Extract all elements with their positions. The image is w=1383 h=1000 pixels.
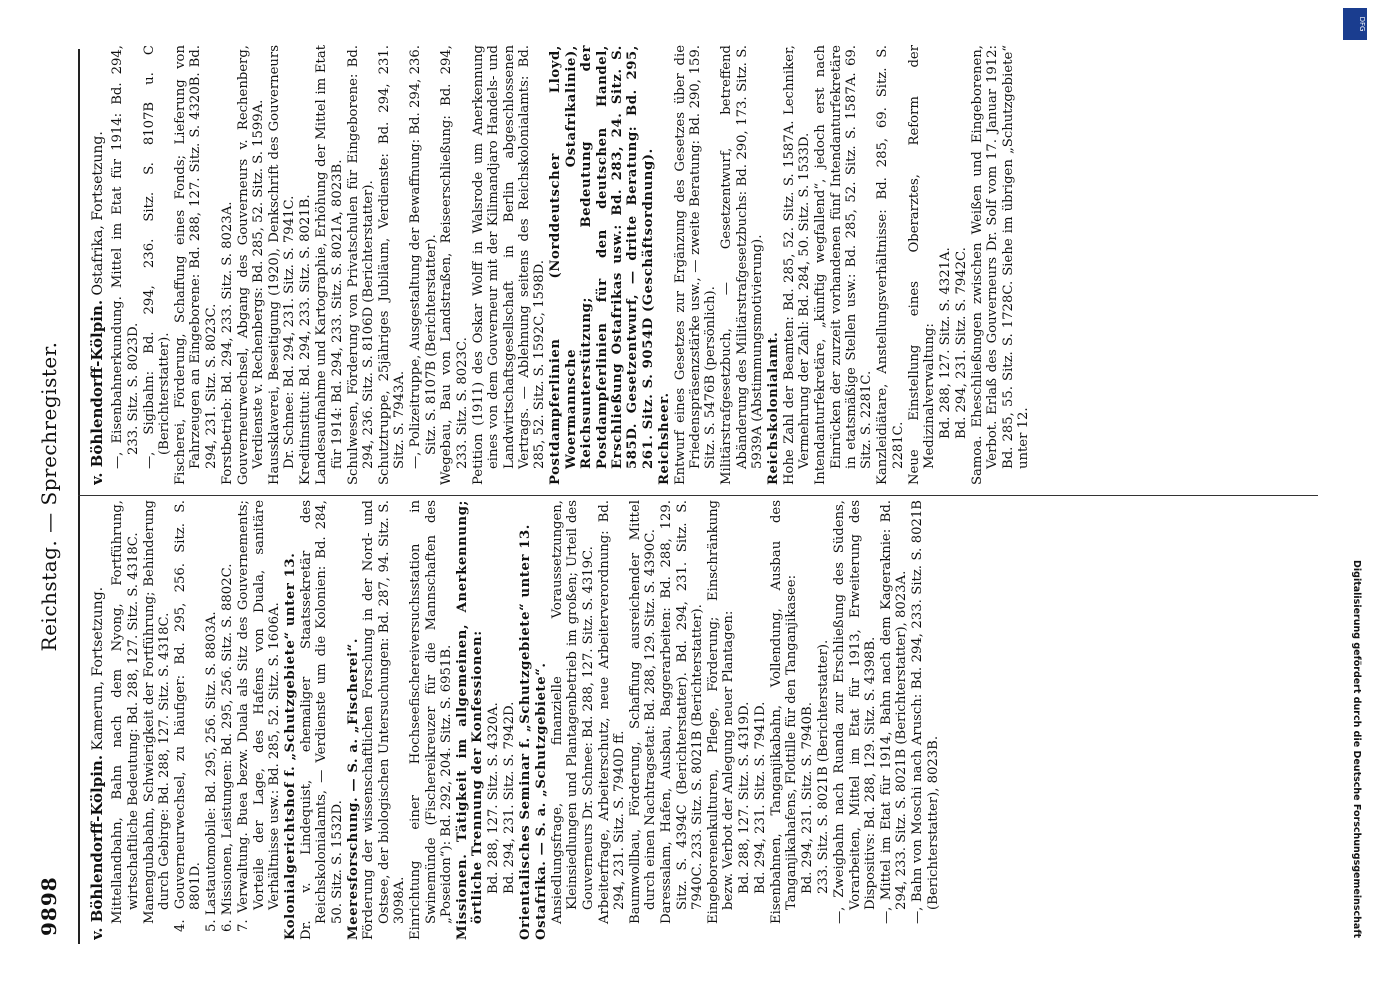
- register-entry: 7. Verwaltung. Buea bezw. Duala als Sitz des Gouvernements; Vorteile der Lage, des Hafens von Duala, sanitäre Verhältnisse usw.: Bd. 285, 52. Sitz. S. 1606A.: [236, 500, 282, 932]
- heading-continuation: Ostafrika, Fortsetzung.: [90, 131, 106, 296]
- column-divider: [78, 495, 1318, 496]
- register-entry: Reichsheer.: [656, 392, 672, 485]
- register-entry: 233. Sitz. S. 8021B (Berichterstatter).: [816, 639, 832, 894]
- register-entry: —, Sigibahn: Bd. 294, 236. Sitz. S. 8107B u. C (Berichterstatter).: [141, 45, 173, 469]
- register-entry: Kanzleidiätare, Anstellungsverhältnisse: Bd. 285, 69. Sitz. S. 2281C.: [875, 45, 906, 485]
- register-entry: Haussklaverei, Beseitigung (1920), Denkschrift des Gouverneurs Dr. Schnee: Bd. 294, 231. Sitz. S. 7941C.: [266, 45, 298, 485]
- right-column: [88, 45, 1318, 485]
- register-entry: Hohe Zahl der Beamten: Bd. 285, 52. Sitz. S. 1587A. Lechniker, Vermehrung der Zahl: Bd. 284, 50. Sitz. S. 1533D.: [781, 45, 813, 485]
- register-entry: Bd. 294, 231. Sitz. S. 7940B.: [800, 702, 816, 894]
- left-entries-list: [110, 500, 941, 940]
- register-entry: Militärstrafgesetzbuch, — Gesetzentwurf, betreffend Abänderung des Militärstrafgesetzbuchs: Bd. 290, 173. Sitz. S. 5939A (Abstimmungsmotivierung).: [719, 45, 766, 485]
- header-rule: [78, 49, 80, 944]
- register-entry: Entwurf eines Gesetzes zur Ergänzung des Gesetzes über die Friedenspräsenzstärke usw., — zweite Beratung: Bd. 290, 159. Sitz. S. 5476B (persönlich).: [672, 45, 719, 485]
- register-entry: Landesaufnahme und Kartographie, Erhöhung der Mittel im Etat für 1914: Bd. 294, 233. Sitz. S. 8021A, 8023B.: [314, 45, 345, 485]
- register-entry: Daressalam, Hafen, Ausbau, Baggerarbeiten: Bd. 288, 129. Sitz. S. 4394C (Berichterstatter). Bd. 294, 231. Sitz. S. 7940C. 233. Sitz. S. 8021B (Berichterstatter).: [659, 500, 705, 924]
- register-entry: —, Polizeitruppe, Ausgestaltung der Bewaffnung: Bd. 294, 236. Sitz. S. 8107B (Berichterstatter).: [408, 45, 439, 469]
- register-entry: Schulwesen, Förderung von Privatschulen für Eingeborene: Bd. 294, 236. Sitz. S. 8106D (Berichterstatter).: [345, 45, 376, 485]
- register-entry: Förderung der wissenschaftlichen Forschung in der Nord- und Ostsee, der biologischen Untersuchungen: Bd. 287, 94. Sitz. S. 3098A.: [361, 500, 408, 940]
- register-entry: Eingeborenenkulturen, Pflege, Förderung; Einschränkung bezw. Verbot der Anlegung neuer Plantagen:: [705, 500, 737, 924]
- register-entry: —, Zweigbahn nach Ruanda zur Erschließung des Südens, Vorarbeiten, Mittel im Etat für 1913, Erweiterung des Dispositivs: Bd. 288, 129. Sitz. S. 4398B.: [832, 500, 878, 924]
- register-entry: Ansiedlungsfrage, finanzielle Voraussetzungen, Kleinsiedlungen und Plantagenbetrieb im großen; Urteil des Gouverneurs Dr. Schnee: Bd. 288, 127. Sitz. S. 4319C.: [549, 500, 596, 924]
- page-header-title: Reichstag. — Sprechregister.: [37, 341, 61, 652]
- register-entry: Bd. 288, 127. Sitz. S. 4319D.: [737, 701, 753, 894]
- running-head: [30, 49, 68, 944]
- register-entry: Petition (1911) des Oskar Wolff in Walsrode um Anerkennung eines von dem Gouverneur mit der Kilimandjaro Handels- und Landwirtschaftsgesellschaft in Berlin abgeschlossenen Vertrags. — Ablehnung seitens des Reichskolonialamts: Bd. 285, 52. Sitz. S. 1592C, 1598D.: [470, 45, 548, 485]
- register-entry: Bd. 294, 231. Sitz. S. 7942D.: [502, 701, 518, 894]
- register-entry: Baumwollbau, Förderung, Schaffung ausreichender Mittel durch einen Nachtragsetat: Bd. 288, 129. Sitz. S. 4390C.: [627, 500, 659, 924]
- register-entry: Bd. 288, 127. Sitz. S. 4320A.: [486, 702, 502, 894]
- register-entry: Gouverneurwechsel, Abgang des Gouverneurs v. Rechenberg, Verdienste v. Rechenbergs: Bd. 285, 52. Sitz. S. 1599A.: [235, 45, 267, 485]
- register-entry: Orientalisches Seminar f. „Schutzgebiete“ unter 13.: [517, 524, 533, 940]
- register-entry: Bd. 288, 127. Sitz. S. 4321A.: [937, 247, 953, 439]
- register-entry: Mittellandbahn, Bahn nach dem Nyong, Fortführung, wirtschaftliche Bedeutung: Bd. 288, 127. Sitz. S. 4318C.: [110, 500, 141, 924]
- register-entry: Intendanturfekretäre, „künftig wegfallend“, jedoch erst nach Einrücken der zurzeit vorhandenen fünf Intendanturfekretäre in etatsmäßige Stellen usw.: Bd. 285, 52. Sitz. S. 1587A. 69. Sitz. S. 2281C.: [813, 45, 875, 485]
- register-entry: Forstbetrieb: Bd. 294, 233. Sitz. S. 8023A.: [219, 201, 235, 485]
- register-entry: 4. Gouverneurwechsel, zu häufiger: Bd. 295, 256. Sitz. S. 8801D.: [173, 500, 204, 932]
- register-entry: Bd. 294, 231. Sitz. S. 7942C.: [953, 247, 969, 439]
- register-entry: Missionen. Tätigkeit im allgemeinen, Anerkennung; örtliche Trennung der Konfessionen:: [454, 500, 486, 940]
- register-entry: Manengubabahn, Schwierigkeit der Fortführung; Behinderung durch Gebirge: Bd. 288, 127. Sitz. S. 4318C.: [141, 500, 173, 924]
- register-entry: Einrichtung einer Hochseefischereiversuchsstation in Swinemünde (Fischereikreuzer für die Mannschaften des „Poseidon“): Bd. 292, 204. Sitz. S. 6951B.: [408, 500, 454, 940]
- register-entry: Kolonialgerichtshof f. „Schutzgebiete“ unter 13.: [282, 552, 298, 940]
- register-entry: Postdampferlinien (Norddeutscher Lloyd, Woermannsche Ostafrikalinie), Reichsunterstützung; Bedeutung der Postdampferlinien für den deutschen Handel, Erschließung Ostafrikas usw.: Bd. 283, 24. Sitz. S. 585D. Gesetzentwurf, — dritte Beratung: Bd. 295, 261. Sitz. S. 9054D (Geschäftsordnung).: [548, 45, 656, 485]
- page-number: 9898: [37, 876, 61, 936]
- speaker-name: v. Böhlendorff-Kölpin.: [88, 754, 106, 940]
- register-entry: Reichskolonialamt.: [765, 331, 781, 485]
- register-entry: Meeresforschung. — S. a. „Fischerei“.: [345, 637, 361, 940]
- dfg-logo-icon: [1341, 6, 1369, 42]
- register-entry: 6. Missionen, Leistungen: Bd. 295, 256. Sitz. S. 8802C.: [220, 563, 236, 932]
- register-entry: Dr. v. Lindequist, ehemaliger Staatssekretär des Reichskolonialamts, — Verdienste um die Kolonien: Bd. 284, 50. Sitz. S. 1532D.: [298, 500, 345, 940]
- register-entry: Eisenbahnen, Tanganjikabahn, Vollendung, Ausbau des Tanganjikahafens, Flottille für den Tanganjikasee:: [768, 500, 800, 924]
- register-entry: Fischerei, Förderung, Schaffung eines Fonds; Lieferung von Fahrzeugen an Eingeborene: Bd. 288, 127. Sitz. S. 4320B. Bd. 294, 231. Sitz. S. 8023C.: [173, 45, 219, 485]
- register-entry: 5. Lastautomobile: Bd. 295, 256. Sitz. S. 8803A.: [204, 611, 220, 932]
- left-column-heading: [90, 500, 106, 940]
- register-entry: Schutztruppe, 25jähriges Jubiläum, Verdienste: Bd. 294, 231. Sitz. S. 7943A.: [376, 45, 408, 485]
- speaker-name: v. Böhlendorff-Kölpin.: [88, 299, 106, 485]
- register-entry: Arbeiterfrage, Arbeiterschutz, neue Arbeiterverordnung: Bd. 294, 231. Sitz. S. 7940D ff.: [596, 500, 627, 924]
- left-column: [88, 500, 1318, 940]
- register-entry: Bd. 294, 231. Sitz. S. 7941D.: [753, 701, 769, 894]
- register-entry: Ostafrika. — S. a. „Schutzgebiete“.: [533, 662, 549, 940]
- register-entry: Samoa. Eheschließungen zwischen Weißen und Eingeborenen, Verbot. Erlaß des Gouverneurs Dr. Solf vom 17. Januar 1912: Bd. 285, 55. Sitz. S. 1728C. Siehe im übrigen „Schutzgebiete“ unter 12.: [969, 45, 1031, 485]
- register-entry: —, Eisenbahnerkundung. Mittel im Etat für 1914: Bd. 294, 233. Sitz. S. 8023D.: [110, 45, 141, 469]
- register-entry: Wegebau, Bau von Landstraßen, Reiseerschließung: Bd. 294, 233. Sitz. S. 8023C.: [439, 45, 470, 485]
- right-column-heading: [90, 45, 106, 485]
- register-entry: —, Bahn von Moschi nach Arusch: Bd. 294, 233. Sitz. S. 8021B (Berichterstatter), 8023B.: [910, 500, 941, 924]
- digitization-credit: Digitalisierung gefördert durch die Deutsche Forschungsgemeinschaft: [1351, 560, 1362, 938]
- register-entry: Kreditinstitut: Bd. 294, 233. Sitz. S. 8021B.: [298, 194, 314, 485]
- heading-continuation: Kamerun, Fortsetzung.: [90, 586, 106, 751]
- dfg-logo-text: DFG: [1358, 16, 1366, 32]
- right-entries-list: [110, 45, 1031, 485]
- register-entry: Neue Einstellung eines Oberarztes, Reform der Medizinalverwaltung:: [906, 45, 938, 485]
- register-entry: —, Mittel im Etat für 1914, Bahn nach dem Kageraknie: Bd. 294, 233. Sitz. S. 8021B (Berichterstatter), 8023A.: [878, 500, 910, 924]
